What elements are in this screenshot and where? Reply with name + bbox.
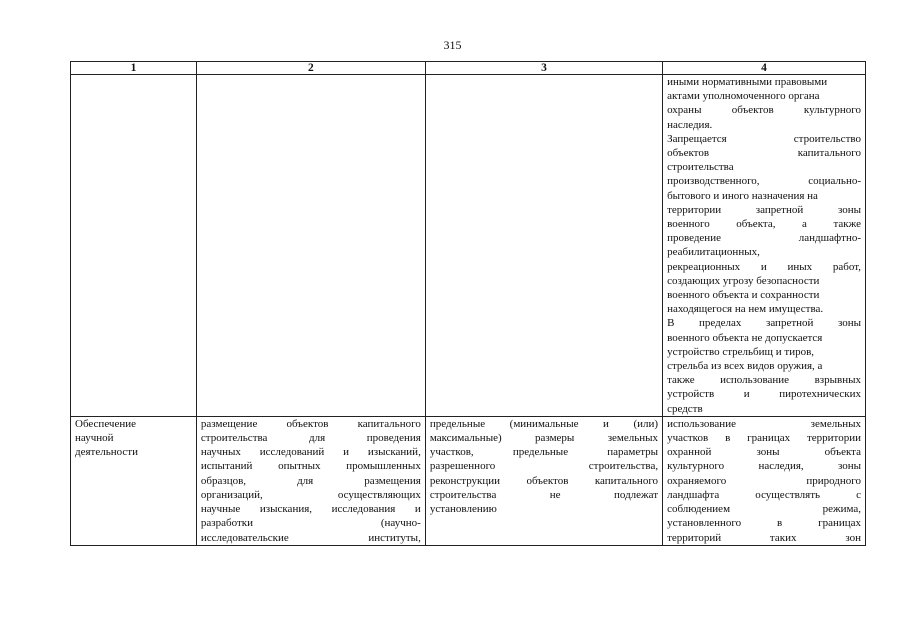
cell-text-line: охранной зоны объекта (667, 446, 861, 459)
cell-text-line: реабилитационных, (667, 246, 760, 259)
cell-text-line: военного объекта не допускается (667, 331, 823, 344)
row2-col3 (425, 416, 662, 545)
cell-text-line: объектов капитального (667, 147, 861, 160)
cell-text-line: использование земельных (667, 417, 861, 430)
cell-text-line: военного объекта, а также (667, 218, 861, 231)
cell-text-line: размещение объектов капитального (200, 417, 421, 430)
header-col-4: 4 (663, 62, 866, 75)
cell-text-line: находящегося на нем имущества. (667, 303, 824, 316)
cell-text-line: установленного в границах (667, 517, 861, 530)
cell-text-line: проведение ландшафтно- (667, 232, 861, 245)
row1-col2 (196, 75, 425, 417)
cell-text-line: научных исследований и изысканий, (200, 446, 421, 459)
cell-text-line: охраняемого природного (667, 474, 861, 487)
cell-text-line: максимальные) размеры земельных (429, 432, 659, 445)
cell-text-line: стрельба из всех видов оружия, а (667, 360, 823, 373)
cell-text-line: средств (667, 402, 703, 415)
header-col-1: 1 (71, 62, 197, 75)
cell-text-line: строительства не подлежат (429, 488, 659, 501)
cell-text-line: создающих угрозу безопасности (667, 274, 820, 287)
row2-col2 (196, 416, 425, 545)
header-col-2: 2 (196, 62, 425, 75)
cell-text-line: также использование взрывных (667, 374, 861, 387)
table-row (71, 416, 866, 545)
table-header-row (71, 62, 866, 75)
cell-text-line: исследовательские институты, (200, 531, 421, 544)
row1-col1 (71, 75, 197, 417)
cell-text-line: участков в границах территории (667, 432, 861, 445)
cell-text-line: участков, предельные параметры (429, 446, 659, 459)
cell-text-line: разработки (научно- (200, 517, 421, 530)
cell-text-line: научной (75, 432, 114, 445)
cell-text-line: установлению (429, 503, 497, 516)
cell-text-line: предельные (минимальные и (или) (429, 417, 659, 430)
cell-text-line: военного объекта и сохранности (667, 289, 820, 302)
cell-text-line: устройств и пиротехнических (667, 388, 861, 401)
cell-text-line: актами уполномоченного органа (667, 90, 820, 103)
cell-text-line: испытаний опытных промышленных (200, 460, 421, 473)
cell-text-line: соблюдением режима, (667, 503, 861, 516)
cell-text-line: наследия. (667, 118, 713, 131)
table-row (71, 75, 866, 417)
row1-col3 (425, 75, 662, 417)
row1-col4 (663, 75, 866, 417)
cell-text-line: строительства (667, 161, 734, 174)
cell-text-line: территории запретной зоны (667, 203, 861, 216)
cell-text-line: научные изыскания, исследования и (200, 503, 421, 516)
cell-text-line: производственного, социально- (667, 175, 861, 188)
regulation-table (70, 61, 866, 546)
cell-text-line: деятельности (75, 446, 138, 459)
cell-text-line: охраны объектов культурного (667, 104, 861, 117)
cell-text-line: ландшафта осуществлять с (667, 488, 861, 501)
cell-text-line: Обеспечение (75, 417, 136, 430)
cell-text-line: рекреационных и иных работ, (667, 260, 861, 273)
cell-text-line: разрешенного строительства, (429, 460, 659, 473)
header-col-3: 3 (425, 62, 662, 75)
row2-col4 (663, 416, 866, 545)
cell-text-line: образцов, для размещения (200, 474, 421, 487)
cell-text-line: устройство стрельбищ и тиров, (667, 345, 815, 358)
cell-text-line: реконструкции объектов капитального (429, 474, 659, 487)
cell-text-line: Запрещается строительство (667, 132, 861, 145)
cell-text-line: организаций, осуществляющих (200, 488, 421, 501)
cell-text-line: В пределах запретной зоны (667, 317, 861, 330)
cell-text-line: территорий таких зон (667, 531, 861, 544)
page-number: 315 (443, 38, 462, 52)
row2-col1 (71, 416, 197, 545)
cell-text-line: бытового и иного назначения на (667, 189, 818, 202)
cell-text-line: культурного наследия, зоны (667, 460, 861, 473)
cell-text-line: иными нормативными правовыми (667, 76, 828, 88)
cell-text-line: строительства для проведения (200, 432, 421, 445)
